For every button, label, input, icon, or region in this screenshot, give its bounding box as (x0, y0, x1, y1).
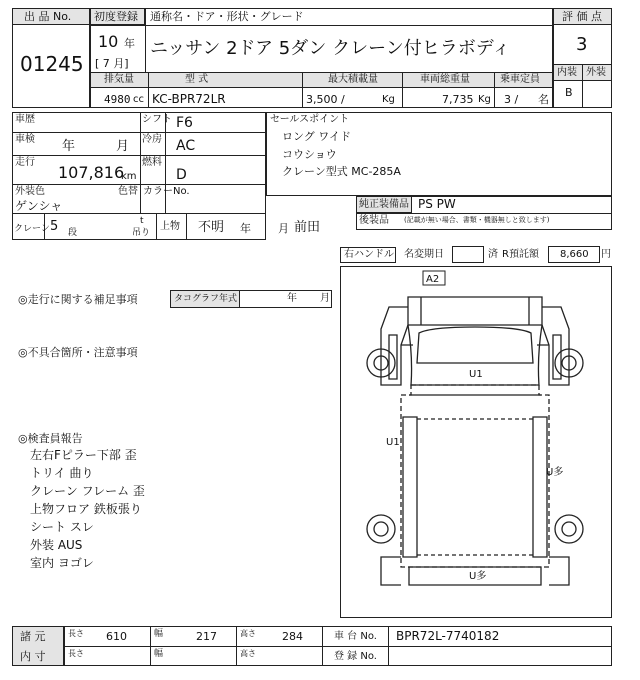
tax-label: 済 (488, 249, 498, 260)
dims-label: 諸 元 (20, 630, 46, 643)
capacity-value: 3 / (504, 93, 519, 106)
first-reg-year: 10 (98, 32, 119, 51)
vehicle-name: ニッサン 2ドア 5ダン クレーン付ヒラボディ (150, 38, 511, 59)
fuel-label: 燃料 (142, 157, 162, 168)
inspector-line-4: 上物フロア 鉄板張り (30, 502, 142, 516)
genuine-equipment-label: 純正装備品 (359, 199, 409, 210)
upper-month-unit: 月 (278, 222, 289, 235)
model-label: 型 式 (185, 74, 209, 85)
displacement-label: 排気量 (104, 74, 134, 85)
inspection-year-unit: 年 (62, 139, 76, 154)
max-load-value: 3,500 / (306, 93, 345, 106)
color-change-label: 色替 (118, 186, 138, 197)
max-load-label: 最大積載量 (328, 74, 378, 85)
capacity-unit: 名 (538, 93, 549, 106)
capacity-label: 乗車定員 (500, 74, 540, 85)
recycle-label: R預託額 (502, 249, 539, 260)
mileage-label: 走行 (15, 157, 35, 168)
inspector-line-2: トリイ 曲り (30, 466, 94, 480)
crane-label: クレーン (14, 224, 50, 234)
aftermarket-label: 後装品 (359, 215, 389, 226)
width-value: 217 (196, 630, 217, 643)
interior-width-label: 幅 (154, 649, 164, 659)
mark-u-many-tail: U多 (469, 571, 487, 582)
dim-col-2 (150, 626, 151, 666)
specs-div-1 (148, 72, 149, 108)
defects-title: ◎不具合箇所・注意事項 (18, 346, 138, 359)
lot-number: 01245 (20, 52, 84, 76)
dims-row-divider (12, 646, 612, 647)
interior-score: B (565, 86, 573, 99)
name-change-field (452, 246, 484, 263)
mark-u1-cab: U1 (469, 369, 483, 380)
hist-row-1 (12, 132, 266, 133)
hist-col-1 (140, 112, 141, 213)
crane-steps-unit: 段 (68, 228, 78, 238)
specs-div-2 (302, 72, 303, 108)
inspector-title: ◎検査員報告 (18, 432, 83, 445)
first-reg-month: [ 7 月] (95, 57, 129, 70)
crane-div-2 (156, 213, 157, 240)
tacho-month-unit: 月 (320, 293, 330, 304)
length-label: 長さ (68, 629, 84, 638)
crane-div-3 (186, 213, 187, 240)
specs-div-3 (402, 72, 403, 108)
chassis-number: BPR72L-7740182 (396, 629, 500, 643)
mark-u1-left: U1 (386, 437, 400, 448)
score-label: 評 価 点 (562, 10, 602, 23)
upper-label: 上物 (160, 221, 180, 232)
vehicle-name-label: 通称名・ドア・形状・グレード (150, 10, 304, 23)
interior-dims-label: 内 寸 (20, 650, 46, 663)
lot-label: 出 品 No. (24, 10, 72, 23)
interior-label: 内装 (557, 67, 577, 78)
width-label: 幅 (154, 629, 164, 639)
yen-unit: 円 (601, 249, 611, 260)
sales-point-2: コウショウ (282, 148, 337, 161)
sales-point-1: ロング ワイド (282, 130, 351, 143)
color-no-label: カラーNo. (143, 186, 190, 197)
right-hand-label: 右ハンドル (344, 249, 394, 260)
inspector-line-1: 左右Fピラー下部 歪 (30, 448, 137, 462)
registration-label: 登 録 No. (334, 651, 377, 662)
aftermarket-note: (記載が無い場合、書類・機器無しと致します) (404, 216, 550, 224)
crane-steps: 5 (50, 219, 59, 234)
specs-label-row (90, 72, 553, 88)
displacement-value: 4980 (104, 93, 131, 106)
height-label: 高さ (240, 629, 256, 638)
crane-lift-top: t (140, 216, 144, 226)
dim-col-3 (236, 626, 237, 666)
year-unit: 年 (124, 37, 135, 50)
hist-row-4 (12, 213, 266, 214)
gross-weight-value: 7,735 (442, 93, 474, 106)
upper-year-unit: 年 (240, 222, 251, 235)
shift-label: シフト (142, 114, 172, 125)
first-reg-label: 初度登録 (94, 10, 138, 23)
interior-height-label: 高さ (240, 649, 256, 658)
interior-length-label: 長さ (68, 649, 84, 658)
truck-diagram-frame (340, 266, 612, 618)
chassis-label: 車 台 No. (334, 631, 377, 642)
cc-unit: cc (133, 94, 144, 105)
mark-a2: A2 (426, 274, 440, 285)
history-label: 車歴 (15, 114, 35, 125)
sales-points-label: セールスポイント (270, 114, 350, 125)
exterior-color-value: ゲンシャ (15, 199, 63, 213)
name-change-label: 名変期日 (404, 249, 444, 260)
gross-weight-label: 車両総重量 (420, 74, 470, 85)
overall-score: 3 (576, 34, 588, 55)
inspector-line-5: シート スレ (30, 520, 94, 534)
dim-col-5 (388, 626, 389, 666)
length-value: 610 (106, 630, 127, 643)
year-divider (145, 8, 146, 72)
inspector-line-3: クレーン フレーム 歪 (30, 484, 145, 498)
exterior-label: 外装 (586, 67, 606, 78)
hist-row-3 (12, 184, 266, 185)
score-mid-divider (582, 64, 583, 108)
model-code: KC-BPR72LR (152, 92, 226, 106)
upper-maker: 不明 (198, 220, 225, 235)
dim-col-1 (64, 626, 65, 666)
mileage-value: 107,816 (58, 163, 125, 182)
height-value: 284 (282, 630, 303, 643)
aircon-value: AC (176, 138, 196, 154)
inspector-line-7: 室内 ヨゴレ (30, 556, 94, 570)
tacho-year-unit: 年 (287, 293, 297, 304)
exterior-color-label: 外装色 (15, 186, 45, 197)
aircon-label: 冷房 (142, 134, 162, 145)
hist-row-2 (12, 155, 266, 156)
fuel-value: D (176, 167, 187, 183)
inspection-month-unit: 月 (116, 139, 130, 154)
upper-note: 前田 (294, 220, 321, 235)
tachograph-label: タコグラフ年式 (174, 294, 238, 304)
travel-notes-title: ◎走行に関する補足事項 (18, 293, 138, 306)
gross-weight-unit: Kg (478, 94, 491, 105)
dim-col-4 (322, 626, 323, 666)
max-load-unit: Kg (382, 94, 395, 105)
recycle-value: 8,660 (560, 249, 589, 260)
hist-col-2 (165, 112, 166, 213)
crane-lift-unit: 吊り (132, 228, 151, 238)
mileage-unit: km (121, 171, 137, 182)
header-row-divider (90, 25, 553, 26)
shift-value: F6 (176, 115, 193, 131)
inspection-label: 車検 (15, 134, 35, 145)
genuine-equipment-value: PS PW (418, 197, 456, 211)
mark-u-many-right: U多 (546, 467, 564, 478)
inspector-line-6: 外装 AUS (30, 538, 83, 552)
sales-point-3: クレーン型式 MC-285A (282, 165, 401, 178)
specs-div-4 (494, 72, 495, 108)
truck-outline-diagram (341, 267, 611, 617)
equip-divider (356, 213, 612, 214)
